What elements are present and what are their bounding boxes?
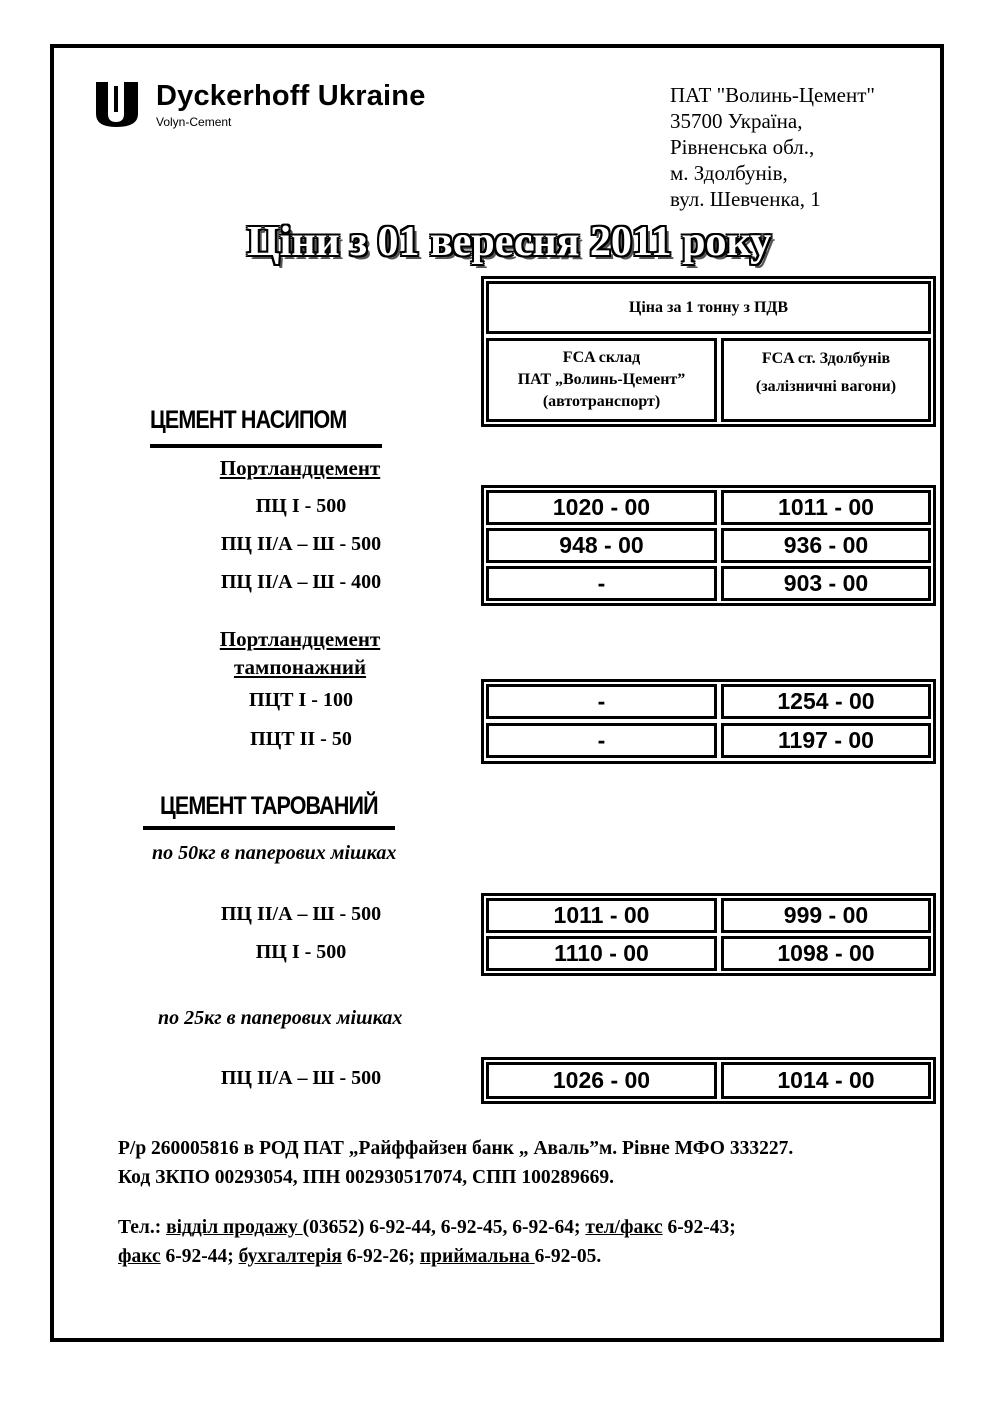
sales-numbers: (03652) 6-92-44, 6-92-45, 6-92-64; — [302, 1217, 586, 1238]
logo-name: Dyckerhoff Ukraine — [156, 80, 426, 112]
section-title-packed: ЦЕМЕНТ ТАРОВАНИЙ — [160, 792, 378, 820]
address-line: 35700 Україна, — [670, 109, 803, 133]
dyckerhoff-logo-icon — [94, 80, 144, 128]
product-name: ПЦ I - 500 — [255, 941, 347, 963]
price-cell: 948 - 00 — [486, 528, 717, 563]
company-codes: Код ЗКПО 00293054, ІПН 002930517074, СПП 100289669. — [118, 1167, 614, 1188]
portland-label: Портландцемент — [219, 456, 381, 480]
contacts-line-1 — [118, 1213, 736, 1242]
company-address — [670, 82, 875, 212]
fax-number: 6-92-44; — [160, 1246, 239, 1267]
product-name: ПЦТ II - 50 — [250, 728, 352, 750]
product-name: ПЦ II/А – Ш - 500 — [220, 903, 382, 925]
reception-number: 6-92-05. — [534, 1246, 602, 1267]
address-line: ПАТ "Волинь-Цемент" — [670, 83, 875, 107]
product-name: ПЦ II/А – Ш - 500 — [220, 533, 382, 555]
section-underline — [150, 444, 382, 448]
bags-50-label: по 50кг в паперових мішках — [152, 842, 397, 864]
price-cell: 903 - 00 — [721, 566, 931, 601]
fax-label: факс — [118, 1246, 161, 1267]
price-cell: 1026 - 00 — [486, 1062, 717, 1099]
price-cell: 1098 - 00 — [721, 936, 931, 971]
price-cell: - — [486, 723, 717, 758]
price-cell: 1014 - 00 — [721, 1062, 931, 1099]
price-cell: 936 - 00 — [721, 528, 931, 563]
section-underline — [143, 826, 395, 830]
price-header: Ціна за 1 тонну з ПДВ — [486, 281, 931, 334]
price-cell: 1254 - 00 — [721, 684, 931, 719]
product-name: ПЦ II/А – Ш - 400 — [220, 571, 382, 593]
price-cell: - — [486, 566, 717, 601]
sales-label: відділ продажу — [166, 1217, 303, 1238]
product-name: ПЦ II/А – Ш - 500 — [220, 1067, 382, 1089]
logo-subtitle: Volyn-Cement — [156, 115, 232, 129]
price-cell: 1011 - 00 — [486, 898, 717, 933]
contacts-line-2 — [118, 1242, 601, 1271]
price-cell: 1197 - 00 — [721, 723, 931, 758]
col-header-fca-station: FCA ст. Здолбунів (залізничні вагони) — [721, 338, 931, 422]
tel-label: Тел.: — [118, 1217, 167, 1238]
price-cell: 1110 - 00 — [486, 936, 717, 971]
address-line: м. Здолбунів, — [670, 161, 788, 185]
accounting-number: 6-92-26; — [341, 1246, 420, 1267]
page-title: Ціни з 01 вересня 2011 року — [246, 219, 772, 265]
section-title-bulk: ЦЕМЕНТ НАСИПОМ — [150, 406, 347, 434]
telfax-number: 6-92-43; — [662, 1217, 736, 1238]
telfax-label: тел/факс — [585, 1217, 663, 1238]
product-name: ПЦТ I - 100 — [249, 689, 353, 711]
address-line: Рівненська обл., — [670, 135, 815, 159]
grouting-label: Портландцемент тампонажний — [219, 627, 381, 679]
price-cell: 999 - 00 — [721, 898, 931, 933]
address-line: вул. Шевченка, 1 — [670, 187, 821, 211]
bags-25-label: по 25кг в паперових мішках — [158, 1007, 403, 1029]
col-header-fca-plant: FCA склад ПАТ „Волинь-Цемент” (автотранспорт) — [486, 338, 717, 422]
bank-details: Р/р 260005816 в РОД ПАТ „Райффайзен банк „ Аваль”м. Рівне МФО 333227. — [118, 1138, 794, 1159]
price-cell: - — [486, 684, 717, 719]
product-name: ПЦ I - 500 — [255, 495, 347, 517]
price-cell: 1011 - 00 — [721, 490, 931, 525]
accounting-label: бухгалтерія — [238, 1246, 342, 1267]
reception-label: приймальна — [419, 1246, 535, 1267]
price-cell: 1020 - 00 — [486, 490, 717, 525]
